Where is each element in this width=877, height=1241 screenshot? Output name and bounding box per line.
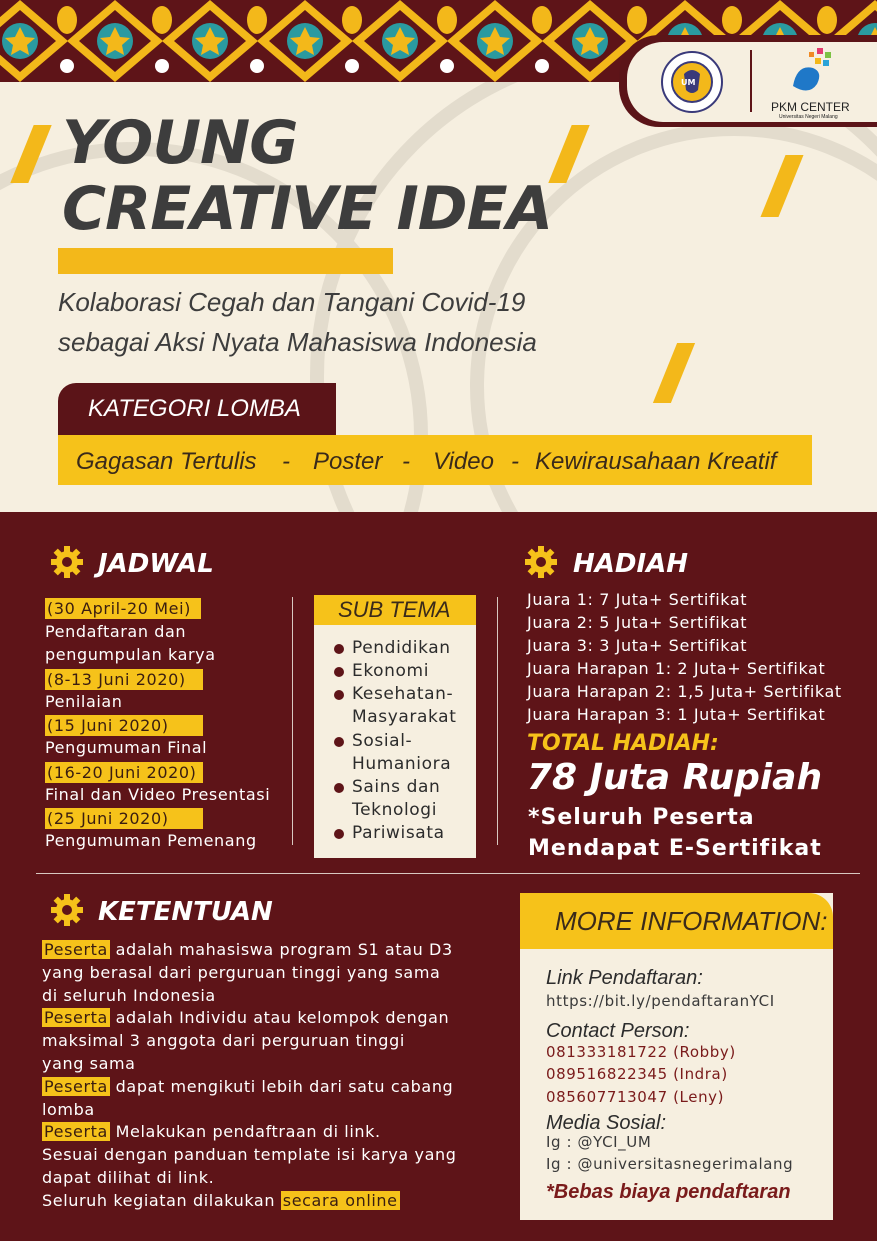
kategori-separator: -: [282, 448, 290, 475]
hadiah-heading: HADIAH: [573, 549, 689, 579]
ketentuan-line: [42, 940, 453, 959]
peserta-highlight: Peserta: [44, 1076, 108, 1096]
subtitle-line2: sebagai Aksi Nyata Mahasiswa Indonesia: [58, 327, 537, 357]
bullet-icon: [334, 667, 344, 677]
bullet-icon: [334, 737, 344, 747]
ketentuan-line: [42, 1100, 95, 1119]
total-hadiah-value: 78 Juta Rupiah: [527, 757, 823, 798]
ketentuan-line: [42, 1077, 453, 1096]
subtema-item: Masyarakat: [352, 707, 457, 727]
kategori-label: KATEGORI LOMBA: [88, 395, 301, 422]
hadiah-item: Juara Harapan 1: 2 Juta+ Sertifikat: [527, 659, 826, 678]
ketentuan-text: yang berasal dari perguruan tinggi yang sama: [42, 962, 441, 982]
subtema-item: Sains dan: [352, 777, 441, 797]
ketentuan-line: [42, 1168, 214, 1187]
bullet-icon: [334, 783, 344, 793]
jadwal-date: (25 Juni 2020): [45, 808, 203, 829]
peserta-highlight: Peserta: [44, 1008, 108, 1028]
hadiah-item: Juara 2: 5 Juta+ Sertifikat: [527, 613, 748, 632]
peserta-highlight: Peserta: [44, 1122, 108, 1142]
kategori-item: Gagasan Tertulis: [76, 448, 257, 475]
bullet-icon: [334, 644, 344, 654]
jadwal-desc: Pengumuman Pemenang: [45, 831, 257, 850]
social-item: Ig : @universitasnegerimalang: [546, 1155, 794, 1173]
jadwal-heading: JADWAL: [98, 549, 214, 579]
social-item: Ig : @YCI_UM: [546, 1133, 652, 1151]
ketentuan-line: [42, 1008, 449, 1027]
hadiah-note-line1: *Seluruh Peserta: [528, 805, 755, 830]
jadwal-desc: Pendaftaran dan: [45, 622, 187, 641]
ketentuan-text: Sesuai dengan panduan template isi karya yang: [42, 1145, 457, 1165]
jadwal-date: (16-20 Juni 2020): [45, 762, 203, 783]
ketentuan-text: dapat dilihat di link.: [42, 1168, 215, 1187]
gear-icon: [50, 545, 84, 579]
contact-item: 081333181722 (Robby): [546, 1043, 736, 1061]
kategori-item: Video: [433, 448, 494, 475]
subtema-item: Sosial-: [352, 731, 413, 751]
subtema-item: Ekonomi: [352, 661, 430, 681]
ketentuan-line: [42, 1145, 457, 1164]
jadwal-date: (15 Juni 2020): [45, 715, 203, 736]
hadiah-item: Juara 3: 3 Juta+ Sertifikat: [527, 636, 748, 655]
peserta-highlight: Peserta: [44, 940, 108, 959]
university-ring-text: [651, 46, 666, 47]
column-divider: [497, 597, 498, 845]
pkm-center-logo-icon: [787, 46, 837, 98]
pkm-center-label: PKM CENTER: [771, 100, 850, 114]
registration-link[interactable]: https://bit.ly/pendaftaranYCI: [546, 992, 775, 1010]
bullet-icon: [334, 690, 344, 700]
hadiah-note-line2: Mendapat E-Sertifikat: [528, 836, 822, 861]
gear-icon: [524, 545, 558, 579]
ketentuan-line: [42, 1054, 136, 1073]
jadwal-date: (30 April-20 Mei): [45, 598, 201, 619]
jadwal-desc: Pengumuman Final: [45, 738, 208, 757]
logo-panel: [627, 42, 877, 122]
ketentuan-text: adalah mahasiswa program S1 atau D3: [109, 940, 453, 959]
gear-icon: [50, 893, 84, 927]
kategori-item: Poster: [313, 448, 383, 475]
contact-label: Contact Person:: [546, 1020, 690, 1042]
subtema-heading: SUB TEMA: [338, 597, 451, 622]
subtema-item: Humaniora: [352, 754, 452, 774]
title-underline-bar: [58, 248, 393, 274]
column-divider: [292, 597, 293, 845]
ketentuan-text: maksimal 3 anggota dari perguruan tinggi: [42, 1031, 405, 1051]
kategori-separator: -: [402, 448, 410, 475]
ketentuan-line: [42, 1031, 405, 1050]
page-title-line2: CREATIVE IDEA: [62, 174, 553, 244]
ketentuan-text: adalah Individu atau kelompok dengan: [109, 1008, 450, 1028]
ketentuan-text: di seluruh Indonesia: [42, 985, 216, 1005]
ketentuan-line: [42, 986, 216, 1005]
page-title-line1: YOUNG: [62, 108, 298, 178]
free-registration-note: *Bebas biaya pendaftaran: [546, 1181, 791, 1203]
jadwal-date: (8-13 Juni 2020): [45, 669, 203, 690]
logo-divider: [750, 50, 752, 112]
subtema-item: Kesehatan-: [352, 684, 454, 704]
hadiah-item: Juara 1: 7 Juta+ Sertifikat: [527, 590, 748, 609]
contact-item: 085607713047 (Leny): [546, 1088, 725, 1106]
kategori-item: Kewirausahaan Kreatif: [535, 448, 777, 475]
jadwal-desc: Penilaian: [45, 692, 123, 711]
ketentuan-text: lomba: [42, 1099, 95, 1119]
hadiah-item: Juara Harapan 2: 1,5 Juta+ Sertifikat: [527, 682, 842, 701]
ketentuan-text: dapat mengikuti lebih dari satu cabang: [109, 1076, 454, 1096]
jadwal-desc: Final dan Video Presentasi: [45, 785, 271, 804]
total-hadiah-label: TOTAL HADIAH:: [527, 731, 719, 756]
ketentuan-line: [42, 963, 440, 982]
link-label: Link Pendaftaran:: [546, 967, 703, 989]
ketentuan-line: [42, 1191, 400, 1210]
social-label: Media Sosial:: [546, 1112, 667, 1134]
ketentuan-line: [42, 1122, 381, 1141]
ketentuan-heading: KETENTUAN: [98, 897, 273, 927]
subtitle-line1: Kolaborasi Cegah dan Tangani Covid-19: [58, 287, 526, 317]
subtema-item: Teknologi: [352, 800, 438, 820]
section-divider: [36, 873, 860, 874]
ketentuan-text: yang sama: [42, 1054, 136, 1073]
subtema-item: Pendidikan: [352, 638, 451, 658]
ketentuan-text: Seluruh kegiatan dilakukan: [42, 1190, 281, 1210]
hadiah-item: Juara Harapan 3: 1 Juta+ Sertifikat: [527, 705, 826, 724]
online-highlight: secara online: [282, 1190, 398, 1210]
bullet-icon: [334, 829, 344, 839]
pkm-center-sublabel: Universitas Negeri Malang: [779, 114, 838, 120]
contact-item: 089516822345 (Indra): [546, 1065, 728, 1083]
kategori-separator: -: [511, 448, 519, 475]
university-mark-text: UM: [681, 78, 696, 87]
jadwal-desc: pengumpulan karya: [45, 645, 216, 664]
ketentuan-text: Melakukan pendaftraan di link.: [109, 1122, 381, 1142]
subtema-item: Pariwisata: [352, 823, 445, 843]
more-info-heading: MORE INFORMATION:: [555, 906, 828, 936]
